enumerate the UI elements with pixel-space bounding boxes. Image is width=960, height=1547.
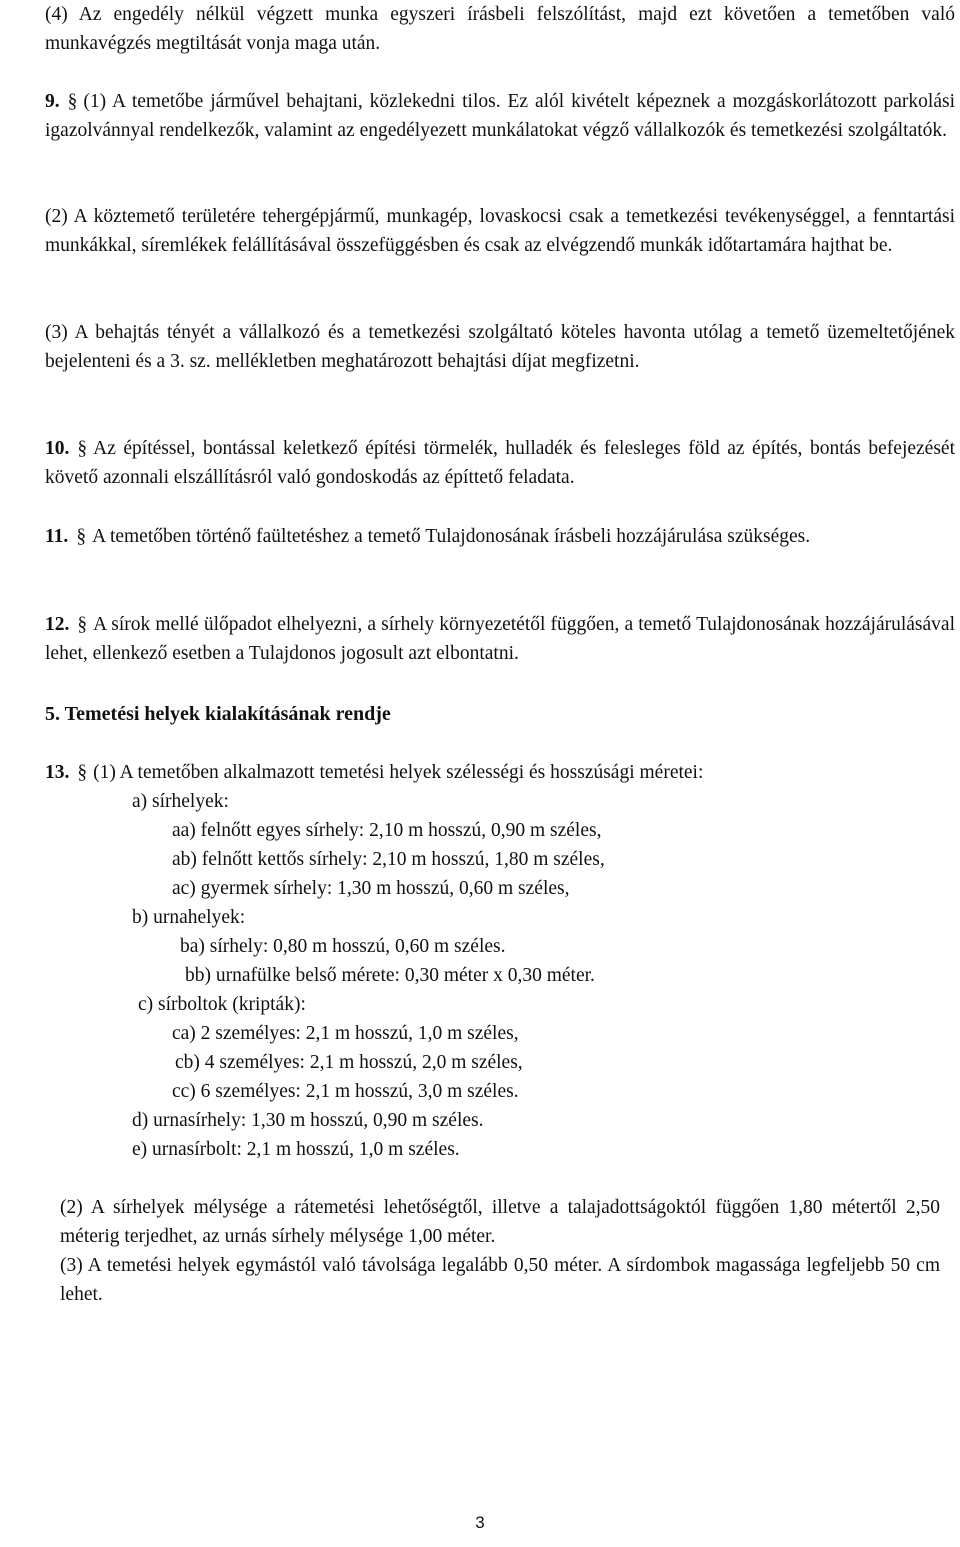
list-item-cb: cb) 4 személyes: 2,1 m hosszú, 2,0 m széles,: [175, 1052, 523, 1073]
page-number: 3: [475, 1513, 485, 1532]
section-9-paragraph-3: (3) A behajtás tényét a vállalkozó és a temetkezési szolgáltató köteles havonta utólag a temető üzemeltetőjének bejelenteni és a 3. sz. mellékletben meghatározott behajtási díjat megfizetni.: [45, 322, 955, 372]
list-item-a: a) sírhelyek:: [132, 791, 229, 812]
list-item-ac: ac) gyermek sírhely: 1,30 m hosszú, 0,60 m széles,: [172, 878, 570, 899]
section-text: A temetőben történő faültetéshez a temető Tulajdonosának írásbeli hozzájárulása szükséges.: [92, 526, 811, 547]
list-item-aa: aa) felnőtt egyes sírhely: 2,10 m hosszú, 0,90 m széles,: [172, 820, 602, 841]
section-11: [45, 522, 955, 551]
section-number: 11.: [45, 526, 69, 547]
list-item-e: e) urnasírbolt: 2,1 m hosszú, 1,0 m széles.: [132, 1139, 460, 1160]
section-sign: §: [77, 438, 88, 459]
chapter-heading: 5. Temetési helyek kialakításának rendje: [45, 703, 391, 725]
section-number: 10.: [45, 438, 70, 459]
list-item-ab: ab) felnőtt kettős sírhely: 2,10 m hosszú, 1,80 m széles,: [172, 849, 605, 870]
section-13-paragraph-1: [45, 758, 703, 787]
section-sign: §: [67, 91, 78, 112]
list-item-b: b) urnahelyek:: [132, 907, 246, 928]
section-13-paragraph-3: (3) A temetési helyek egymástól való távolsága legalább 0,50 méter. A sírdombok magassága legfeljebb 50 cm lehet.: [60, 1255, 940, 1305]
section-number: 13.: [45, 762, 70, 783]
section-sign: §: [77, 614, 88, 635]
section-text: Az építéssel, bontással keletkező építési törmelék, hulladék és felesleges föld az építés, bontás befejezését követő azonnali elszállításról való gondoskodás az építtető feladata.: [45, 438, 955, 488]
section-9-paragraph-2: (2) A köztemető területére tehergépjármű, munkagép, lovaskocsi csak a temetkezési tevékenységgel, a fenntartási munkákkal, síremlékek felállításával összefüggésben és csak az elvégzendő munkák időtartamára hajthat be.: [45, 206, 955, 256]
section-10: [45, 434, 955, 492]
list-item-c: c) sírboltok (kripták):: [138, 994, 306, 1015]
list-item-ca: ca) 2 személyes: 2,1 m hosszú, 1,0 m széles,: [172, 1023, 519, 1044]
section-text: (1) A temetőben alkalmazott temetési helyek szélességi és hosszúsági méretei:: [93, 762, 704, 783]
section-sign: §: [76, 526, 87, 547]
section-number: 9.: [45, 91, 60, 112]
section-12: [45, 610, 955, 668]
section-text: A sírok mellé ülőpadot elhelyezni, a sírhely környezetétől függően, a temető Tulajdonosának hozzájárulásával lehet, ellenkező esetben a Tulajdonos jogosult azt elbontatni.: [45, 614, 955, 664]
paragraph-4-4: (4) Az engedély nélkül végzett munka egyszeri írásbeli felszólítást, majd ezt követően a temetőben való munkavégzés megtiltását vonja maga után.: [45, 4, 955, 54]
list-item-cc: cc) 6 személyes: 2,1 m hosszú, 3,0 m széles.: [172, 1081, 519, 1102]
list-item-ba: ba) sírhely: 0,80 m hosszú, 0,60 m széles.: [180, 936, 506, 957]
section-13-paragraph-2: (2) A sírhelyek mélysége a rátemetési lehetőségtől, illetve a talajadottságoktól függően 1,80 métertől 2,50 méterig terjedhet, az urnás sírhely mélysége 1,00 méter.: [60, 1197, 940, 1247]
section-9-paragraph-1: [45, 87, 955, 145]
list-item-d: d) urnasírhely: 1,30 m hosszú, 0,90 m széles.: [132, 1110, 484, 1131]
list-item-bb: bb) urnafülke belső mérete: 0,30 méter x 0,30 méter.: [185, 965, 595, 986]
section-number: 12.: [45, 614, 70, 635]
section-text: (1) A temetőbe járművel behajtani, közlekedni tilos. Ez alól kivételt képeznek a mozgáskorlátozott parkolási igazolvánnyal rendelkezők, valamint az engedélyezett munkálatokat végző vállalkozók és temetkezési szolgáltatók.: [45, 91, 955, 141]
section-sign: §: [77, 762, 88, 783]
